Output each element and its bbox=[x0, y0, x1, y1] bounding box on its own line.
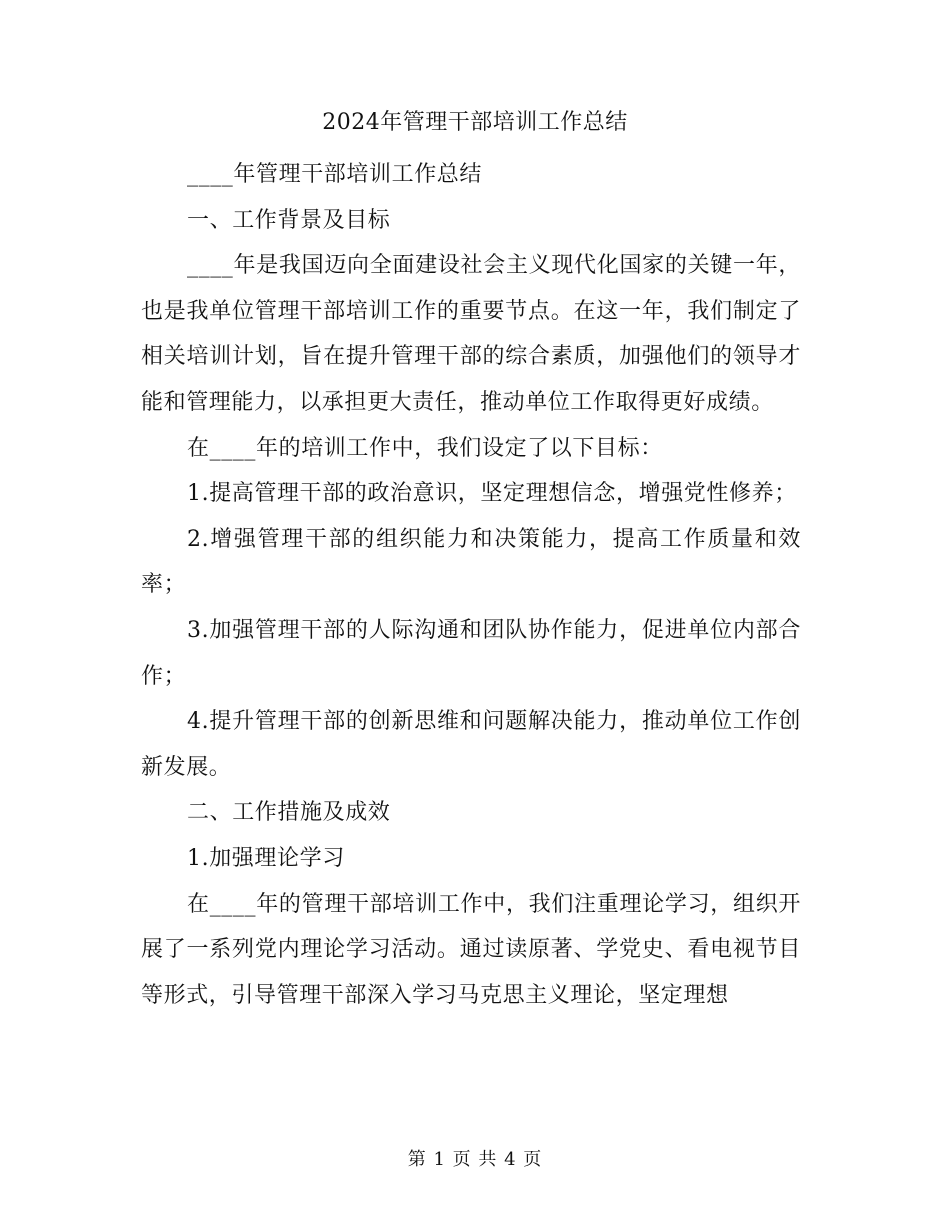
page-footer: 第 1 页 共 4 页 bbox=[407, 1149, 543, 1170]
goals-intro-paragraph: 在____年的培训工作中，我们设定了以下目标： bbox=[187, 435, 663, 461]
subtitle-paragraph: ____年管理干部培训工作总结 bbox=[187, 162, 483, 187]
theory-study-paragraph: 在____年的管理干部培训工作中，我们注重理论学习，组织开展了一系列党内理论学习活动。通过读原著、学党史、看电视节目等形式，引导管理干部深入学习马克思主义理论，坚定理想 bbox=[141, 891, 801, 1008]
section-heading-1: 一、工作背景及目标 bbox=[187, 207, 391, 233]
document-body bbox=[141, 152, 801, 1018]
section-heading-2: 二、工作措施及成效 bbox=[187, 800, 391, 826]
subsection-heading-1: 1.加强理论学习 bbox=[187, 845, 345, 871]
goal-item-4: 4.提升管理干部的创新思维和问题解决能力，推动单位工作创新发展。 bbox=[141, 709, 801, 780]
document-title: 2024年管理干部培训工作总结 bbox=[322, 110, 628, 135]
goal-item-2: 2.增强管理干部的组织能力和决策能力，提高工作质量和效率； bbox=[141, 526, 801, 598]
goal-item-1: 1.提高管理干部的政治意识，坚定理想信念，增强党性修养； bbox=[187, 481, 797, 507]
goal-item-3: 3.加强管理干部的人际沟通和团队协作能力，促进单位内部合作； bbox=[141, 617, 801, 689]
background-paragraph: ____年是我国迈向全面建设社会主义现代化国家的关键一年，也是我单位管理干部培训工作的重要节点。在这一年，我们制定了相关培训计划，旨在提升管理干部的综合素质，加强他们的领导才能和管理能力，以承担更大责任，推动单位工作取得更好成绩。 bbox=[141, 253, 801, 415]
